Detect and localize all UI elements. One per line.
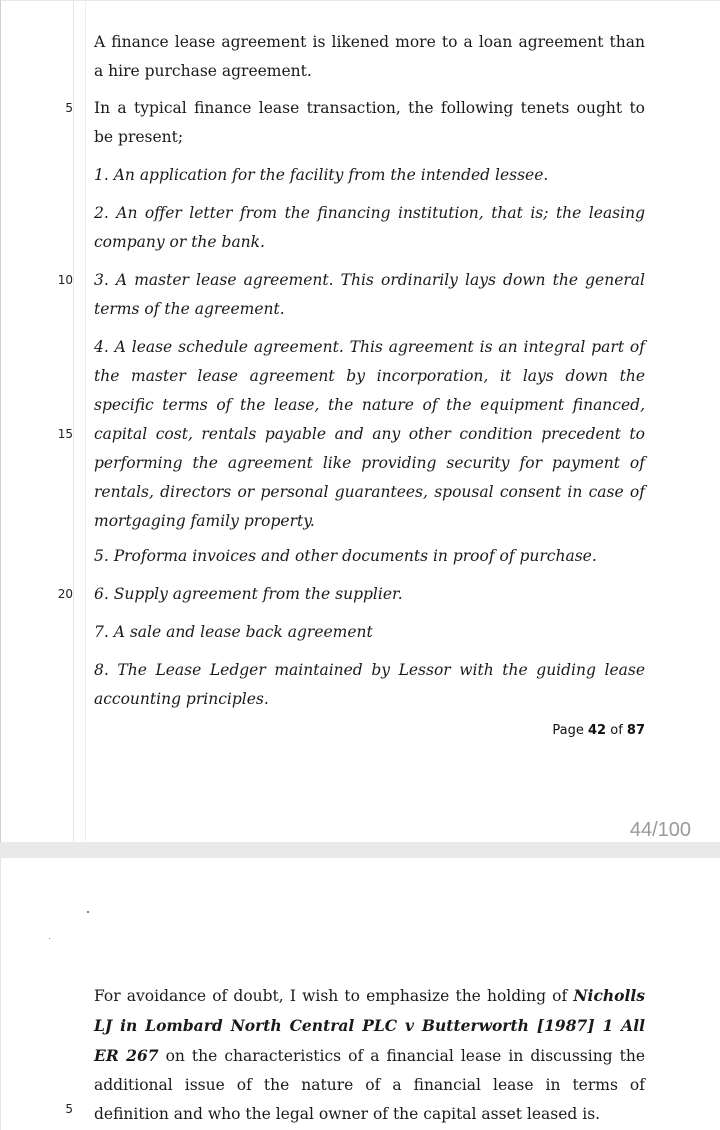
line-number-5: 5 xyxy=(65,101,73,115)
line-number-20: 20 xyxy=(57,587,73,601)
total-pages: 87 xyxy=(626,723,645,738)
list-item-8: 8. The Lease Ledger maintained by Lessor with the guiding lease accounting principles. xyxy=(94,661,645,708)
case-citation: Nicholls LJ in Lombard North Central PLC v Butterworth [1987] 1 All ER 267 xyxy=(94,986,645,1065)
list-item-6: 6. Supply agreement from the supplier. xyxy=(94,585,403,603)
margin-rule xyxy=(73,1,74,843)
line-number-15: 15 xyxy=(57,427,73,441)
list-item-4: 4. A lease schedule agreement. This agreement is an integral part of the master lease agreement by incorporation, it lays down the specific terms of the lease, the nature of the equipment financed, capital cost, rentals payable and any other condition precedent to performing the agreement like providing security for payment of rentals, directors or personal guarantees, spousal consent in case of mortgaging family property. xyxy=(94,338,645,530)
list-item-2: 2. An offer letter from the financing institution, that is; the leasing company or the bank. xyxy=(94,204,645,251)
list-item-3: 3. A master lease agreement. This ordinarily lays down the general terms of the agreement. xyxy=(94,271,645,318)
page-label: Page xyxy=(552,723,584,738)
page-separator xyxy=(0,842,720,858)
of-label: of xyxy=(610,723,623,738)
scan-speck xyxy=(87,911,89,913)
list-item-7: 7. A sale and lease back agreement xyxy=(94,623,373,641)
paragraph-intro-text: For avoidance of doubt, I wish to emphasize the holding of xyxy=(94,987,568,1005)
current-page: 42 xyxy=(588,723,607,738)
line-number-5-page2: 5 xyxy=(65,1102,73,1116)
list-item-5: 5. Proforma invoices and other documents in proof of purchase. xyxy=(94,547,597,565)
paragraph-tenets-intro: In a typical finance lease transaction, the following tenets ought to be present; xyxy=(94,99,645,146)
list-item-1: 1. An application for the facility from the intended lessee. xyxy=(94,166,549,184)
paragraph-avoidance-of-doubt xyxy=(94,981,645,1129)
viewer-page-counter: 44/100 xyxy=(629,819,691,841)
document-page-next xyxy=(0,858,720,1130)
scan-speck xyxy=(49,938,50,939)
page-number-footer xyxy=(552,723,645,738)
paragraph-rest-text: on the characteristics of a financial lease in discussing the additional issue of the nature of a financial lease in terms of definition and who the legal owner of the capital asset leased is. xyxy=(94,1047,645,1123)
line-number-10: 10 xyxy=(57,273,73,287)
margin-rule-inner xyxy=(85,1,86,843)
paragraph-finance-lease-likened: A finance lease agreement is likened more to a loan agreement than a hire purchase agreement. xyxy=(94,33,645,80)
